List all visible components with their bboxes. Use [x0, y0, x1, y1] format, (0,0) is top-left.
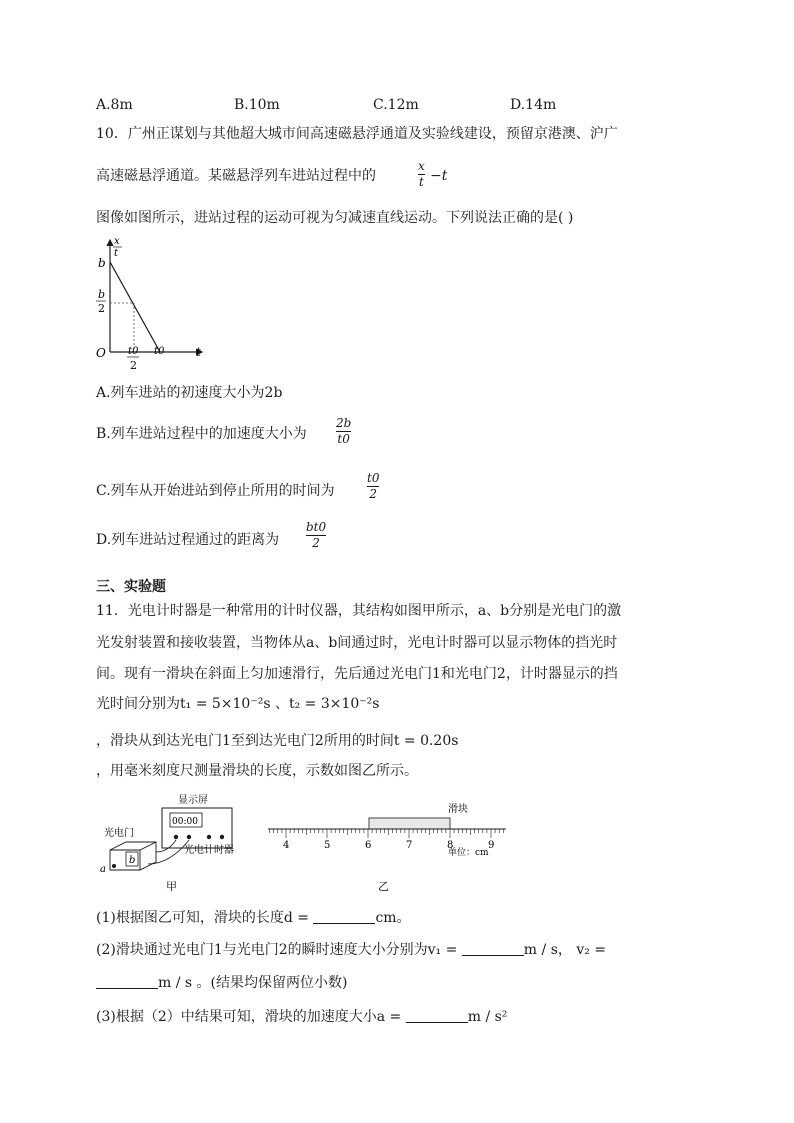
label-t0: t0 — [154, 346, 165, 357]
label-b2-num: b — [98, 288, 106, 301]
q11-sub3 — [96, 1010, 507, 1024]
q11-line1: 11．光电计时器是一种常用的计时仪器，其结构如图甲所示，a、b分别是光电门的激 — [96, 603, 622, 619]
ruler-tick-label: 7 — [406, 840, 413, 851]
q11-sub2-unit: m / s 。(结果均保留两位小数) — [158, 975, 348, 991]
ruler-tick-label: 6 — [365, 840, 372, 851]
section-title: 三、实验题 — [96, 579, 166, 595]
gate-label: 光电门 — [104, 828, 134, 839]
q11-sub3-text: (3)根据（2）中结果可知，滑块的加速度大小a = — [96, 1009, 406, 1025]
q11-sub1-text: (1)根据图乙可知，滑块的长度d = — [96, 910, 314, 926]
caption-jia: 甲 — [166, 880, 177, 893]
slider-block — [369, 818, 450, 829]
answer-blank-v2[interactable] — [96, 976, 158, 989]
origin-label: O — [96, 346, 106, 360]
y-label-x: x — [114, 236, 120, 247]
q11-line3: 间。现有一滑块在斜面上匀加速滑行，先后通过光电门1和光电门2，计时器显示的挡 — [96, 666, 618, 682]
q10-option-b: B.列车进站过程中的加速度大小为 — [96, 426, 307, 442]
q9-option-c: C.12m — [373, 97, 419, 113]
q11-sub2-mid: m / s， v₂ = — [523, 942, 607, 958]
q10-option-d: D.列车进站过程通过的距离为 — [96, 532, 280, 548]
ruler-tick-label: 5 — [324, 840, 331, 851]
timer-box — [162, 808, 232, 848]
q10-x-over-t: x t — [418, 159, 425, 189]
ruler-tick-label: 9 — [488, 840, 495, 851]
ruler-unit: 单位：cm — [448, 848, 489, 858]
figure-jia — [96, 790, 266, 895]
label-t02-den: 2 — [130, 359, 137, 372]
q11-line5: ，滑块从到达光电门1至到达光电门2所用的时间t = 0.20s — [96, 733, 459, 749]
q11-line4: 光时间分别为t₁ = 5×10⁻²s 、t₂ = 3×10⁻²s — [96, 696, 380, 712]
q11-sub2 — [96, 943, 606, 957]
label-t02-num: t0 — [128, 346, 139, 357]
q10-option-a: A.列车进站的初速度大小为2b — [96, 385, 283, 401]
label-b-gate: b — [129, 855, 136, 866]
q11-sub3-unit: m / s² — [467, 1009, 508, 1025]
timer-label: 光电计时器 — [184, 845, 234, 856]
q9-option-a: A.8m — [96, 97, 133, 113]
screen-label: 显示屏 — [178, 795, 208, 806]
y-label-t: t — [114, 248, 119, 259]
figure-yi — [266, 798, 511, 896]
slider-label: 滑块 — [448, 804, 468, 815]
q9-option-b: B.10m — [234, 97, 280, 113]
q10-option-d-frac: bt0 2 — [306, 520, 327, 550]
q10-xt-graph — [92, 232, 212, 372]
display-digits: 00:00 — [172, 817, 198, 827]
label-t: t — [196, 345, 201, 359]
q10-option-c: C.列车从开始进站到停止所用的时间为 — [96, 483, 335, 499]
q11-line2: 光发射装置和接收装置，当物体从a、b间通过时，光电计时器可以显示物体的挡光时 — [96, 635, 618, 651]
caption-yi: 乙 — [378, 880, 389, 893]
q10-line3: 图像如图所示，进站过程的运动可视为匀减速直线运动。下列说法正确的是( ) — [96, 210, 574, 226]
q11-sub2-text: (2)滑块通过光电门1与光电门2的瞬时速度大小分别为v₁ = — [96, 942, 462, 958]
q9-option-d: D.14m — [510, 97, 557, 113]
q10-option-c-frac: t0 2 — [367, 471, 380, 501]
q10-line1: 10．广州正谋划与其他超大城市间高速磁悬浮通道及实验线建设，预留京港澳、沪广 — [96, 126, 618, 142]
q11-line6: ，用毫米刻度尺测量滑块的长度，示数如图乙所示。 — [96, 763, 418, 779]
q11-sub1 — [96, 911, 411, 925]
q11-sub2-line2 — [96, 976, 347, 990]
q11-sub1-unit: cm。 — [375, 910, 411, 926]
label-b2-den: 2 — [98, 302, 105, 315]
label-b: b — [98, 256, 106, 270]
ruler-tick-label: 8 — [447, 840, 454, 851]
graph-line — [110, 262, 160, 352]
q10-line2: 高速磁悬浮通道。某磁悬浮列车进站过程中的 — [96, 168, 376, 184]
answer-blank-length[interactable] — [313, 911, 375, 924]
q10-minus-t: −t — [430, 168, 448, 184]
label-a-gate: a — [100, 864, 106, 875]
q10-option-b-frac: 2b t0 — [336, 416, 352, 446]
ruler-tick-label: 4 — [283, 840, 290, 851]
answer-blank-acceleration[interactable] — [406, 1010, 468, 1023]
answer-blank-v1[interactable] — [462, 943, 524, 956]
